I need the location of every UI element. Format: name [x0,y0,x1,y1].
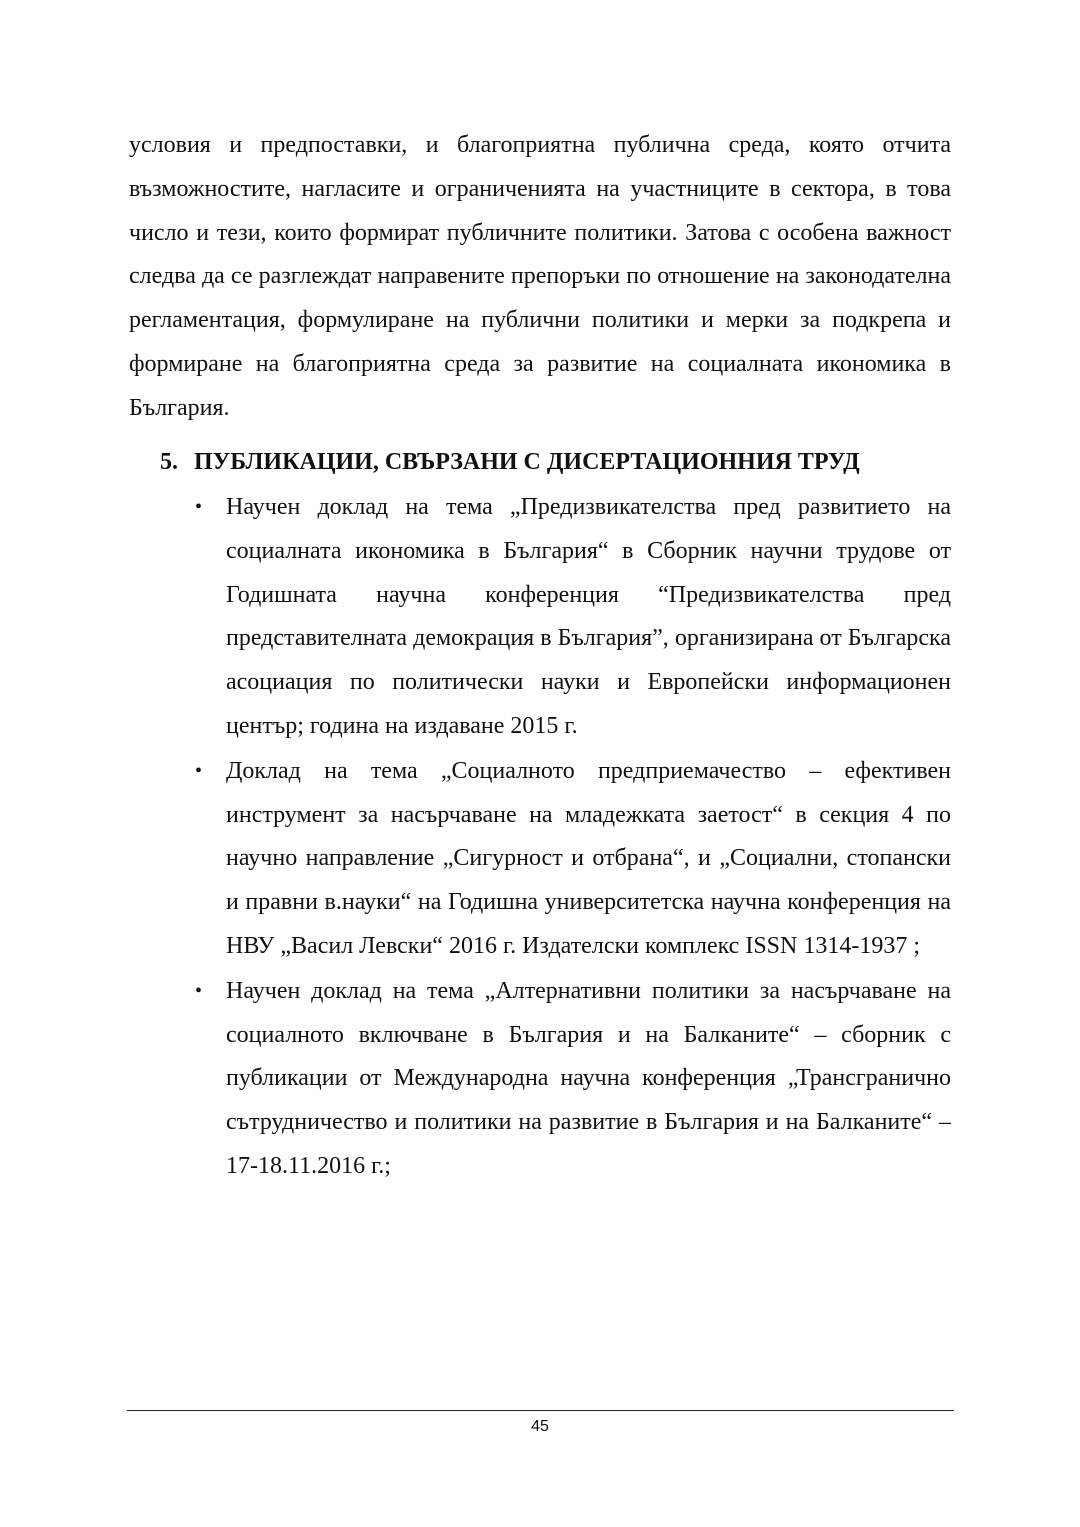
bullet-icon: • [195,759,203,782]
body-paragraph: условия и предпоставки, и благоприятна публична среда, която отчита възможностите, нагласите и ограниченията на участниците в сектора, в това число и тези, които формират публичните политики. Затова с особена важност следва да се разглеждат направените препоръки по отношение на законодателна регламентация, формулиране на публични политики и мерки за подкрепа и формиране на благоприятна среда за развитие на социалната икономика в България. [129,132,951,421]
page-number: 45 [531,1418,549,1435]
publication-text: Научен доклад на тема „Алтернативни политики за насърчаване на социалното включване в България и на Балканите“ – сборник с публикации от Международна научна конференция „Трансгранично сътрудничество и политики на развитие в България и на Балканите“ – 17-18.11.2016 г.; [226,977,951,1179]
publication-item [195,750,951,969]
publication-text: Научен доклад на тема „Предизвикателства пред развитието на социалната икономика в България“ в Сборник научни трудове от Годишната научна конференция “Предизвикателства пред представителната демокрация в България”, организирана от Българска асоциация по политически науки и Европейски информационен център; година на издаване 2015 г. [226,494,951,739]
publication-item [195,970,951,1189]
bullet-icon: • [195,979,203,1002]
publication-text: Доклад на тема „Социалното предприемачество – ефективен инструмент за насърчаване на младежката заетост“ в секция 4 по научно направление „Сигурност и отбрана“, и „Социални, стопански и правни в.науки“ на Годишна университетска научна конференция на НВУ „Васил Левски“ 2016 г. Издателски комплекс ISSN 1314-1937 ; [226,757,951,959]
publications-list [195,486,951,1190]
bullet-icon: • [195,496,203,518]
footer-divider [127,1410,954,1411]
section-heading [160,444,960,480]
publication-item [195,486,951,749]
section-title: ПУБЛИКАЦИИ, СВЪРЗАНИ С ДИСЕРТАЦИОННИЯ ТРУД [194,449,860,475]
section-number: 5. [160,449,178,475]
